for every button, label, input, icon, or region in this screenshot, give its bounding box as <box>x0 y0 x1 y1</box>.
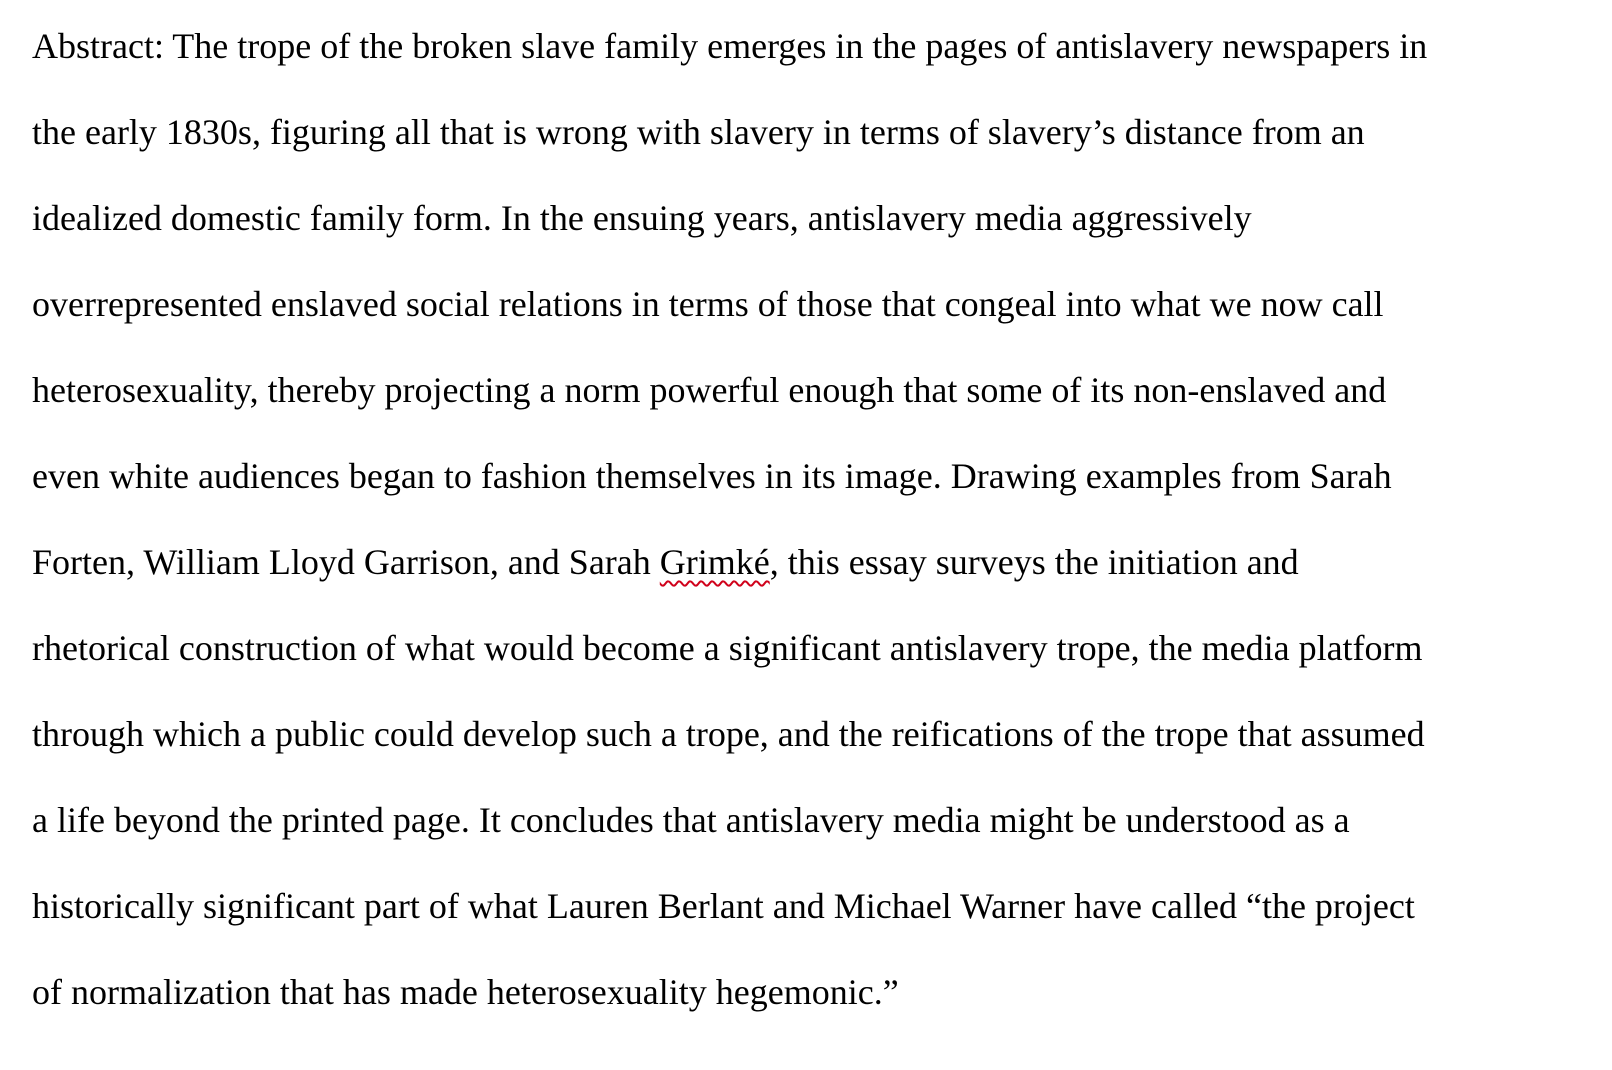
text-line: a life beyond the printed page. It concludes that antislavery media might be understood as a <box>32 800 1350 840</box>
text-line <box>32 519 1592 605</box>
text-line: the early 1830s, figuring all that is wrong with slavery in terms of slavery’s distance from an <box>32 112 1365 152</box>
text-line: overrepresented enslaved social relations in terms of those that congeal into what we now call <box>32 284 1384 324</box>
text-line: of normalization that has made heterosexuality hegemonic.” <box>32 972 899 1012</box>
spellcheck-flagged-word[interactable]: Grimké <box>659 542 770 582</box>
text-line: heterosexuality, thereby projecting a norm powerful enough that some of its non-enslaved and <box>32 370 1387 410</box>
text-line: through which a public could develop such a trope, and the reifications of the trope that assumed <box>32 714 1425 754</box>
text-line: idealized domestic family form. In the ensuing years, antislavery media aggressively <box>32 198 1252 238</box>
text-line: Abstract: The trope of the broken slave family emerges in the pages of antislavery newspapers in <box>32 26 1428 66</box>
text-segment: , this essay surveys the initiation and <box>769 542 1299 582</box>
abstract-paragraph[interactable] <box>32 0 1592 1035</box>
text-line: even white audiences began to fashion themselves in its image. Drawing examples from Sarah <box>32 456 1392 496</box>
text-segment: Forten, William Lloyd Garrison, and Sarah <box>32 542 660 582</box>
text-line: historically significant part of what Lauren Berlant and Michael Warner have called “the project <box>32 886 1415 926</box>
text-line: rhetorical construction of what would become a significant antislavery trope, the media platform <box>32 628 1423 668</box>
